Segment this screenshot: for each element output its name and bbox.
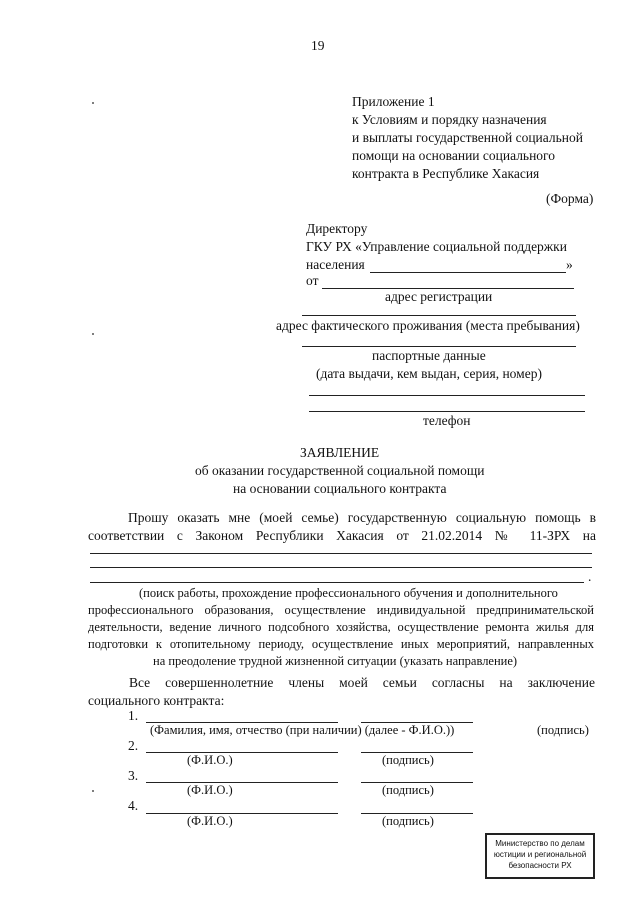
addressee-org-prefix: населения xyxy=(306,257,365,272)
period-mark: . xyxy=(588,569,592,584)
passport-field-1[interactable] xyxy=(309,395,585,396)
name-caption: (Ф.И.О.) xyxy=(187,814,233,828)
signature-name-field[interactable] xyxy=(146,752,338,753)
stamp-line: безопасности РХ xyxy=(508,861,572,870)
stamp-line: юстиции и региональной xyxy=(493,850,587,859)
signature-number: 4. xyxy=(128,798,139,813)
addressee-to: Директору xyxy=(306,221,368,236)
from-label: от xyxy=(306,273,319,288)
note-line: подготовки к отопительному периоду, осуществление иных мероприятий, направленных xyxy=(88,637,594,651)
statement-title: ЗАЯВЛЕНИЕ xyxy=(300,445,380,460)
signature-name-field[interactable] xyxy=(146,813,338,814)
note-line: профессионального образования, осуществление индивидуальной предпринимательской xyxy=(88,603,594,617)
request-line: Прошу оказать мне (моей семье) государственную социальную помощь в xyxy=(128,510,596,525)
direction-field-1[interactable] xyxy=(90,553,592,554)
name-caption: (Ф.И.О.) xyxy=(187,783,233,797)
phone-caption: телефон xyxy=(423,413,471,428)
stamp-line: Министерство по делам xyxy=(495,839,585,848)
appendix-line: контракта в Республике Хакасия xyxy=(352,166,540,181)
appendix-line: помощи на основании социального xyxy=(352,148,556,163)
signature-number: 3. xyxy=(128,768,139,783)
appendix-line: к Условиям и порядку назначения xyxy=(352,112,547,127)
addressee-org: ГКУ РХ «Управление социальной поддержки xyxy=(306,239,567,254)
signature-number: 2. xyxy=(128,738,139,753)
actual-address-caption: адрес фактического проживания (места пребывания) xyxy=(276,318,580,333)
direction-field-3[interactable] xyxy=(90,582,584,583)
reg-address-field[interactable] xyxy=(302,315,576,316)
reg-address-caption: адрес регистрации xyxy=(385,289,493,304)
note-line: (поиск работы, прохождение профессионального обучения и дополнительного xyxy=(139,586,558,600)
direction-field-2[interactable] xyxy=(90,567,592,568)
addressee-org-suffix: » xyxy=(566,257,573,272)
form-label: (Форма) xyxy=(546,191,594,206)
signature-name-field[interactable] xyxy=(146,782,338,783)
scan-speck xyxy=(92,333,94,335)
note-line: деятельности, ведение личного подсобного хозяйства, осуществление ремонта жилья для xyxy=(88,620,594,634)
sign-caption: (подпись) xyxy=(537,723,589,737)
sign-caption: (подпись) xyxy=(382,814,434,828)
scan-speck xyxy=(92,102,94,104)
request-line: соответствии с Законом Республики Хакасия от 21.02.2014 № 11-ЗРХ на xyxy=(88,528,596,543)
appendix-title: Приложение 1 xyxy=(352,94,435,109)
consent-line: Все совершеннолетние члены моей семьи согласны на заключение xyxy=(129,675,595,690)
page-number: 19 xyxy=(311,38,325,53)
passport-caption: паспортные данные xyxy=(372,348,486,363)
signature-number: 1. xyxy=(128,708,139,723)
sign-caption: (подпись) xyxy=(382,753,434,767)
name-caption: (Ф.И.О.) xyxy=(187,753,233,767)
actual-address-field[interactable] xyxy=(302,346,576,347)
registration-stamp xyxy=(485,833,595,879)
appendix-line: и выплаты государственной социальной xyxy=(352,130,583,145)
sign-caption: (подпись) xyxy=(382,783,434,797)
name-caption: (Фамилия, имя, отчество (при наличии) (далее - Ф.И.О.)) xyxy=(150,723,455,737)
org-name-field[interactable] xyxy=(370,272,566,273)
passport-field-2[interactable] xyxy=(309,411,585,412)
note-line: на преодоление трудной жизненной ситуации (указать направление) xyxy=(153,654,518,668)
statement-subtitle: об оказании государственной социальной помощи xyxy=(195,463,485,478)
scan-speck xyxy=(92,790,94,792)
passport-details-caption: (дата выдачи, кем выдан, серия, номер) xyxy=(316,366,542,381)
statement-subtitle: на основании социального контракта xyxy=(233,481,447,496)
consent-line: социального контракта: xyxy=(88,693,225,708)
